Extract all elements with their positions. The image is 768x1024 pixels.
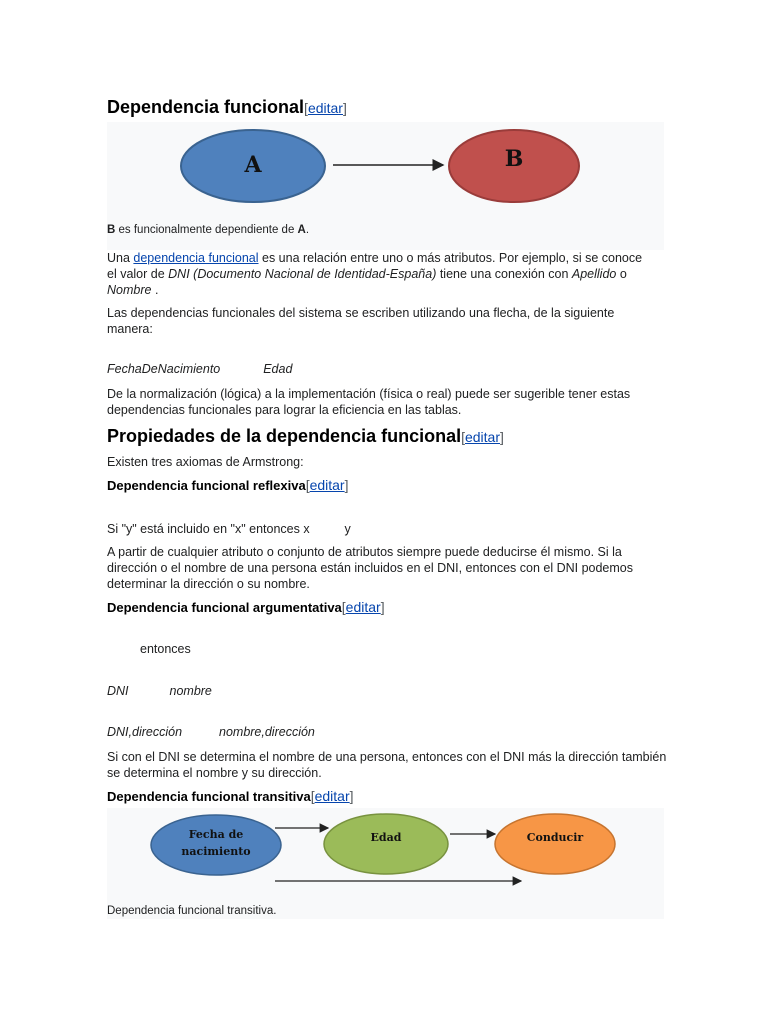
figure-caption: Dependencia funcional transitiva. bbox=[107, 905, 277, 917]
paragraph-axiomas: Existen tres axiomas de Armstrong: bbox=[107, 455, 304, 469]
figure-caption bbox=[107, 223, 309, 237]
formula-left: FechaDeNacimiento bbox=[107, 362, 221, 376]
formula-dni-nombre bbox=[107, 684, 212, 698]
figure-transitive-diagram bbox=[107, 808, 664, 919]
subheading-reflexiva bbox=[107, 477, 349, 493]
section-title: Dependencia funcional bbox=[107, 97, 305, 117]
section-heading-propiedades bbox=[107, 426, 504, 447]
text: Una bbox=[107, 251, 134, 265]
formula-right: Edad bbox=[263, 362, 293, 376]
paragraph-definition bbox=[107, 250, 647, 298]
edit-link[interactable]: editar bbox=[464, 429, 501, 445]
node-b-label: B bbox=[504, 146, 524, 172]
formula-right: nombre bbox=[169, 684, 212, 698]
reflexive-text: Si "y" está incluido en "x" entonces x bbox=[107, 522, 310, 536]
node3-label: Conducir bbox=[526, 831, 584, 844]
edit-link[interactable]: editar bbox=[345, 599, 381, 615]
formula-left: DNI bbox=[107, 684, 129, 698]
subheading-title: Dependencia funcional reflexiva bbox=[107, 478, 306, 493]
reflexive-rule bbox=[107, 522, 351, 536]
node1-label-line1: Fecha de bbox=[188, 828, 244, 841]
reflexive-y: y bbox=[344, 522, 351, 536]
edit-subsection-link[interactable]: [editar] bbox=[310, 788, 354, 804]
formula-left: DNI,dirección bbox=[107, 725, 183, 739]
transitive-diagram bbox=[107, 808, 664, 898]
section-heading-dependencia-funcional bbox=[107, 97, 347, 118]
caption-mid: es funcionalmente dependiente de bbox=[115, 224, 298, 236]
formula-right: nombre,dirección bbox=[219, 725, 315, 739]
edit-link[interactable]: editar bbox=[307, 100, 343, 116]
italic-text: Nombre bbox=[107, 283, 152, 297]
caption-a: A bbox=[297, 224, 306, 236]
figure-dependency-diagram bbox=[107, 122, 664, 250]
subheading-transitiva bbox=[107, 788, 354, 804]
paragraph-notation: Las dependencias funcionales del sistema se escriben utilizando una flecha, de la siguiente manera: bbox=[107, 306, 615, 336]
text: tiene una conexión con bbox=[436, 267, 572, 281]
dependencia-funcional-link[interactable]: dependencia funcional bbox=[133, 251, 259, 265]
caption-end: . bbox=[305, 224, 310, 236]
edit-subsection-link[interactable]: [editar] bbox=[305, 477, 349, 493]
edit-link[interactable]: editar bbox=[309, 477, 345, 493]
text: o bbox=[616, 267, 627, 281]
italic-text: DNI (Documento Nacional de Identidad-España) bbox=[168, 267, 437, 281]
node-edad bbox=[324, 814, 448, 874]
edit-section-link[interactable]: [editar] bbox=[461, 429, 504, 445]
dependency-diagram bbox=[107, 122, 664, 222]
edit-section-link[interactable]: [editar] bbox=[304, 100, 347, 116]
node2-label: Edad bbox=[370, 831, 402, 844]
subheading-title: Dependencia funcional argumentativa bbox=[107, 600, 342, 615]
paragraph-argumentativa-explanation: Si con el DNI se determina el nombre de una persona, entonces con el DNI más la dirección también se determina el nombre y su dirección. bbox=[107, 750, 667, 780]
node-a-label: A bbox=[244, 152, 262, 178]
formula-fecha-edad bbox=[107, 362, 292, 376]
node1-label-line2: nacimiento bbox=[181, 845, 251, 858]
formula-dni-direccion bbox=[107, 725, 315, 739]
text: . bbox=[151, 283, 159, 297]
section-title: Propiedades de la dependencia funcional bbox=[107, 426, 462, 446]
subheading-title: Dependencia funcional transitiva bbox=[107, 789, 311, 804]
node-conducir bbox=[495, 814, 615, 874]
italic-text: Apellido bbox=[571, 267, 617, 281]
paragraph-normalization: De la normalización (lógica) a la implementación (física o real) puede ser sugerible tener estas dependencias funcionales para lograr la eficiencia en las tablas. bbox=[107, 387, 631, 417]
edit-subsection-link[interactable]: [editar] bbox=[341, 599, 385, 615]
text: es una relación entre uno o más atributos. Por ejemplo, si se conoce el valor de bbox=[107, 251, 643, 281]
caption-b: B bbox=[107, 224, 116, 236]
entonces-text: entonces bbox=[140, 642, 191, 656]
paragraph-reflexiva-explanation: A partir de cualquier atributo o conjunto de atributos siempre puede deducirse él mismo. Si la dirección o el nombre de una persona están incluidos en el DNI, entonces con el DNI podemos determinar la dirección o su nombre. bbox=[107, 545, 634, 591]
edit-link[interactable]: editar bbox=[314, 788, 350, 804]
subheading-argumentativa bbox=[107, 599, 385, 615]
